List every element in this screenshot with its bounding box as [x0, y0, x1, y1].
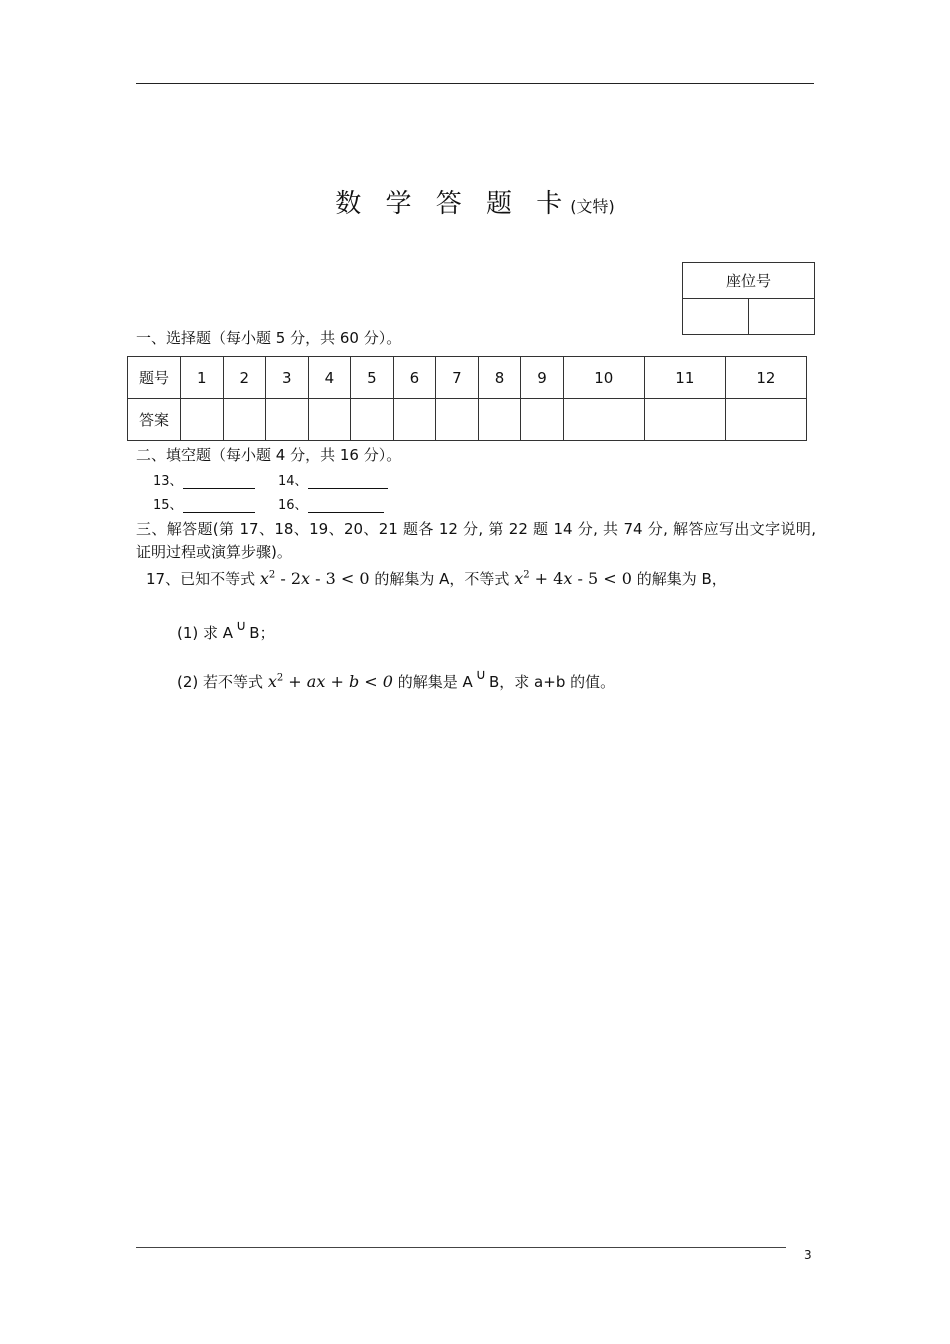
answer-cell[interactable]: [563, 399, 644, 441]
answer-cell[interactable]: [436, 399, 479, 441]
fill-blank-16: [278, 494, 384, 513]
math-term: + 4: [529, 569, 564, 588]
answer-cell[interactable]: [351, 399, 394, 441]
inequality-3: [268, 672, 393, 691]
fill-blank-label: 15、: [153, 498, 183, 513]
answer-cell[interactable]: [644, 399, 725, 441]
problem-17: [146, 568, 727, 589]
math-var: x: [563, 569, 573, 588]
fill-blank-label: 14、: [278, 474, 308, 489]
fill-blank-13: [153, 470, 255, 489]
question-number: 6: [393, 357, 436, 399]
problem-17-part-1: [177, 618, 275, 643]
union-symbol: ∪: [236, 618, 247, 634]
fill-blank-label: 13、: [153, 474, 183, 489]
title-sub: (文特): [570, 197, 615, 216]
answer-cell[interactable]: [223, 399, 266, 441]
section2-heading: 二、填空题（每小题 4 分，共 16 分）。: [136, 446, 402, 464]
problem-17-suffix: 的解集为 B，: [636, 570, 727, 588]
problem-17-prefix: 17、已知不等式: [146, 570, 256, 588]
choice-answer-table: [127, 356, 807, 441]
fill-blank-15: [153, 494, 255, 513]
math-var: x: [301, 569, 311, 588]
math-term: + ax + b < 0: [283, 672, 393, 691]
math-term: - 3 < 0: [310, 569, 370, 588]
answer-cell[interactable]: [266, 399, 309, 441]
problem-17-part-2: [177, 667, 616, 692]
answer-cell[interactable]: [308, 399, 351, 441]
question-number: 9: [521, 357, 564, 399]
header-rule: [136, 83, 814, 84]
fill-blank-label: 16、: [278, 498, 308, 513]
section3-heading: 三、解答题(第 17、18、19、20、21 题各 12 分, 第 22 题 14 分, 共 74 分, 解答应写出文字说明, 证明过程或演算步骤)。: [136, 520, 816, 561]
question-number: 8: [478, 357, 521, 399]
math-term: - 5 < 0: [572, 569, 632, 588]
math-var: x: [514, 569, 524, 588]
question-number: 4: [308, 357, 351, 399]
fill-blank-line[interactable]: [183, 496, 255, 513]
answer-cell[interactable]: [521, 399, 564, 441]
union-symbol: ∪: [475, 667, 486, 683]
footer-rule: [136, 1247, 786, 1248]
seat-number-cell-1[interactable]: [683, 299, 749, 335]
choice-number-row: [128, 357, 807, 399]
seat-number-cell-2[interactable]: [748, 299, 814, 335]
question-number-label: 题号: [128, 357, 181, 399]
question-number: 5: [351, 357, 394, 399]
question-number: 2: [223, 357, 266, 399]
fill-blank-14: [278, 470, 388, 489]
math-var: x: [267, 672, 277, 691]
math-exponent: 2: [268, 569, 276, 581]
question-number: 7: [436, 357, 479, 399]
answer-cell[interactable]: [393, 399, 436, 441]
math-exponent: 2: [523, 569, 530, 581]
inequality-1: [260, 569, 370, 588]
answer-cell[interactable]: [478, 399, 521, 441]
answer-cell[interactable]: [181, 399, 224, 441]
inequality-2: [514, 569, 632, 588]
fill-blank-line[interactable]: [308, 496, 384, 513]
section1-heading: 一、选择题（每小题 5 分，共 60 分）。: [136, 329, 402, 347]
question-number: 11: [644, 357, 725, 399]
question-number: 1: [181, 357, 224, 399]
seat-number-box: [682, 262, 815, 335]
fill-blank-line[interactable]: [308, 472, 388, 489]
choice-answer-row: [128, 399, 807, 441]
math-exponent: 2: [276, 672, 284, 684]
question-number: 3: [266, 357, 309, 399]
part-2-suffix: B，求 a+b 的值。: [489, 673, 616, 691]
part-2-mid: 的解集是 A: [397, 673, 473, 691]
page-number: 3: [804, 1248, 812, 1262]
math-term: - 2: [275, 569, 302, 588]
page-title: [0, 183, 950, 220]
part-1-prefix: (1) 求 A: [177, 624, 234, 642]
answer-cell[interactable]: [725, 399, 806, 441]
fill-blank-line[interactable]: [183, 472, 255, 489]
title-main: 数 学 答 题 卡: [335, 189, 571, 219]
seat-number-label: 座位号: [683, 263, 815, 299]
part-2-prefix: (2) 若不等式: [177, 673, 264, 691]
question-number: 12: [725, 357, 806, 399]
question-number: 10: [563, 357, 644, 399]
part-1-suffix: B；: [249, 624, 275, 642]
problem-17-mid: 的解集为 A，不等式: [374, 570, 510, 588]
math-var: x: [259, 569, 269, 588]
answer-label: 答案: [128, 399, 181, 441]
